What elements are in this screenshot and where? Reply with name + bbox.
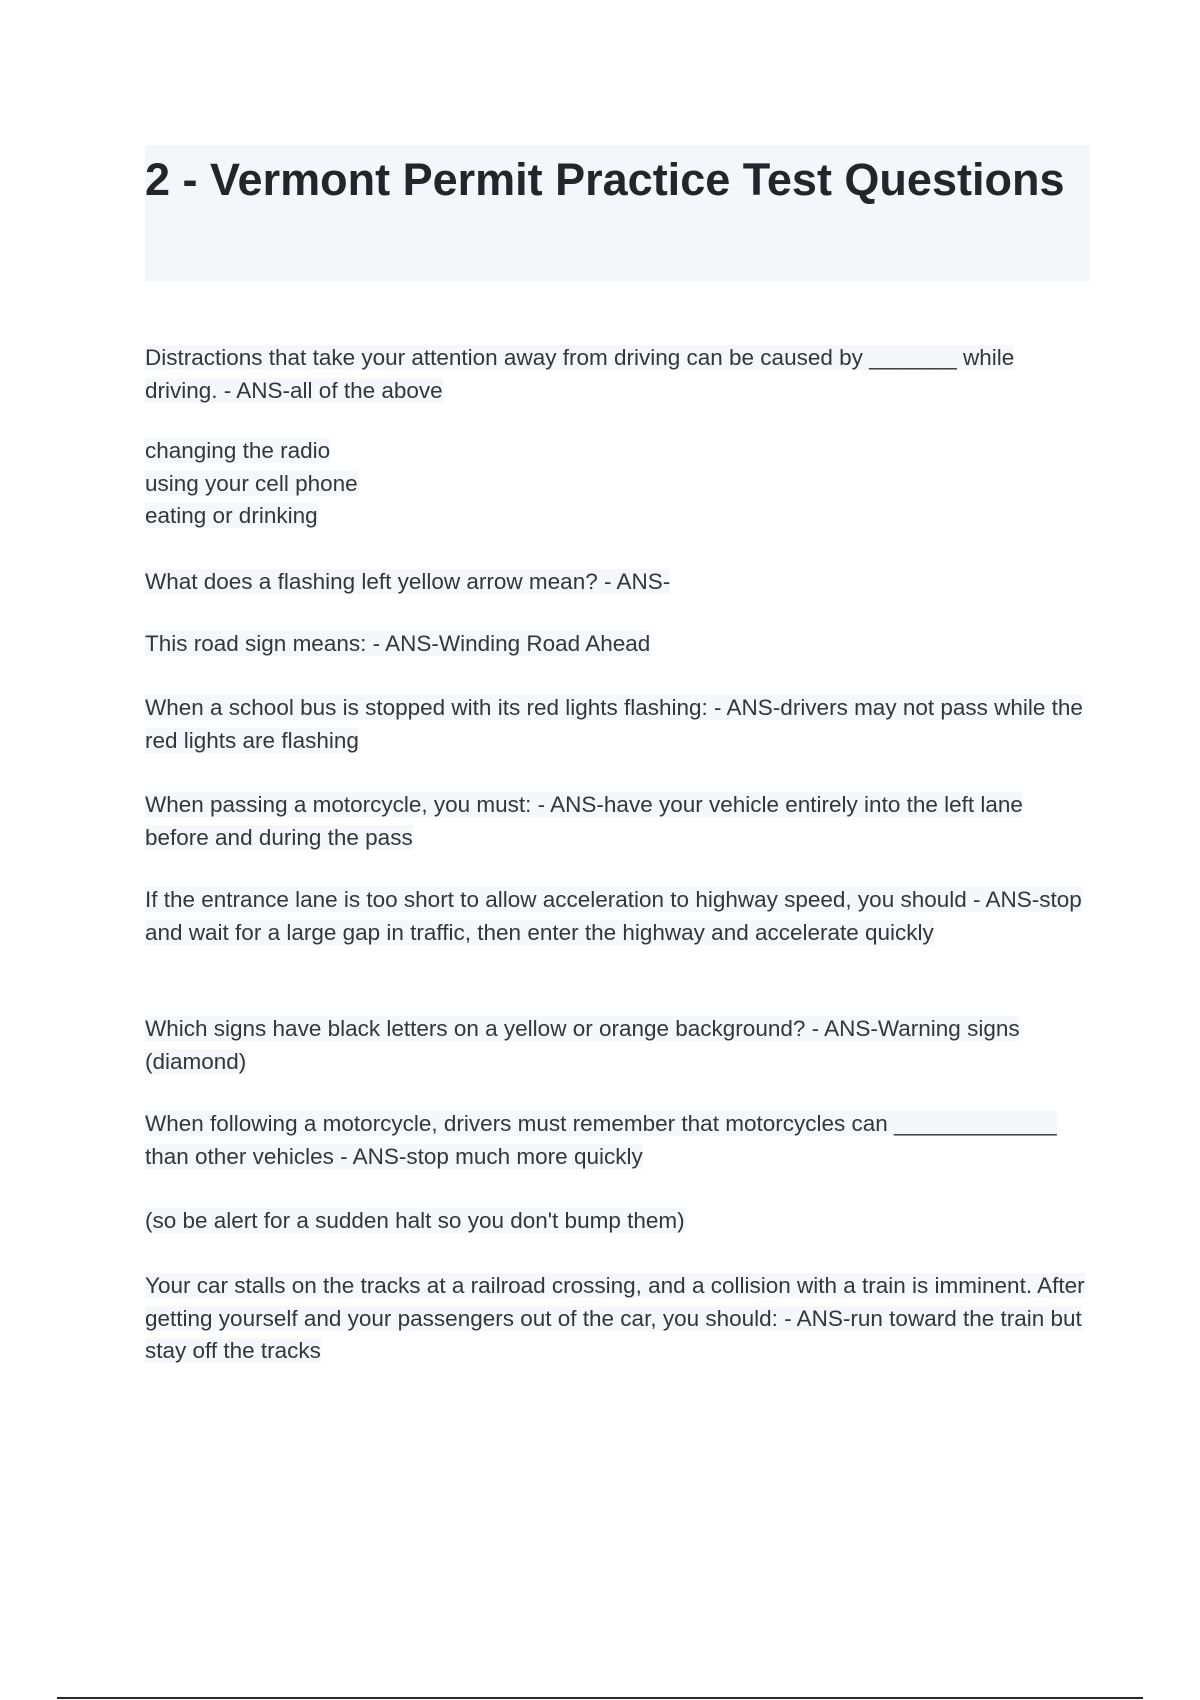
question-following-motorcycle: When following a motorcycle, drivers must remember that motorcycles can _____________ than other vehicles - ANS-stop much more quickly [145,1111,1057,1169]
page-bottom-rule [57,1697,1143,1699]
option-item: eating or drinking [145,503,318,528]
option-item: using your cell phone [145,470,358,496]
page-title: 2 - Vermont Permit Practice Test Questions [145,145,1090,281]
option-item: changing the radio [145,438,331,463]
question-distractions: Distractions that take your attention away from driving can be caused by _______ while driving. - ANS-all of the above [145,345,1015,403]
answer-options-list [145,435,1090,533]
question-school-bus: When a school bus is stopped with its red lights flashing: - ANS-drivers may not pass while the red lights are flashing [145,695,1083,753]
question-entrance-lane: If the entrance lane is too short to allow acceleration to highway speed, you should - ANS-stop and wait for a large gap in traffic, then enter the highway and accelerate quickly [145,887,1082,945]
question-railroad-crossing: Your car stalls on the tracks at a railroad crossing, and a collision with a train is imminent. After getting yourself and your passengers out of the car, you should: - ANS-run toward the train but stay off the tracks [145,1273,1085,1363]
question-passing-motorcycle: When passing a motorcycle, you must: - ANS-have your vehicle entirely into the left lane before and during the pass [145,792,1023,850]
question-warning-signs: Which signs have black letters on a yellow or orange background? - ANS-Warning signs (diamond) [145,1016,1020,1074]
question-flashing-arrow: What does a flashing left yellow arrow mean? - ANS- [145,569,671,594]
note-sudden-halt: (so be alert for a sudden halt so you don't bump them) [145,1208,685,1233]
question-road-sign: This road sign means: - ANS-Winding Road Ahead [145,631,651,656]
